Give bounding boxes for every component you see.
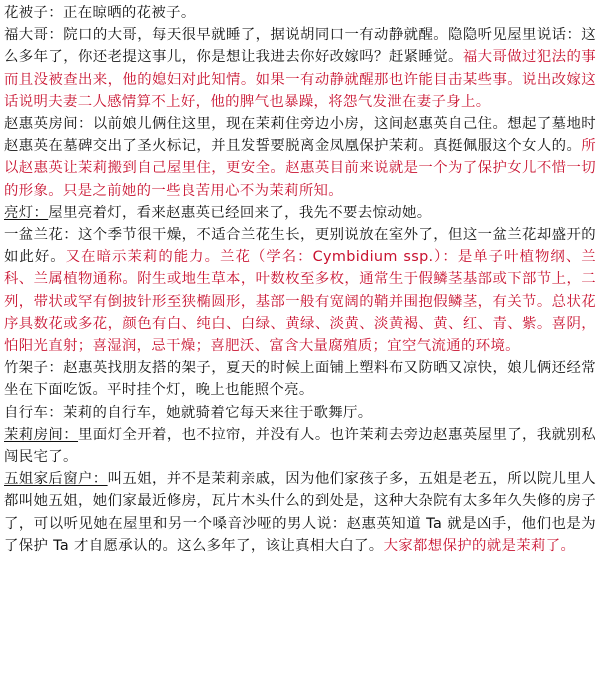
- paragraph-orchid: [4, 224, 596, 357]
- paragraph-moli-room: [4, 424, 596, 468]
- analysis-note: 大家都想保护的就是茉莉了。: [383, 537, 576, 554]
- item-heading: 福大哥：: [4, 27, 64, 44]
- item-text: 赵惠英找朋友搭的架子，夏天的时候上面铺上塑料布又防晒又凉快，娘儿俩还经常坐在下面吃饭。平时挂个灯，晚上也能照个亮。: [4, 360, 597, 399]
- paragraph-wujie-window: [4, 468, 596, 557]
- item-text: 院口的大哥，每天很早就睡了，据说胡同口一有动静就醒。隐隐听见屋里说话：这么多年了，你还老提这事儿，你是想让我进去你好改嫁吗？赶紧睡觉。: [4, 27, 597, 66]
- item-heading: 竹架子：: [4, 360, 64, 377]
- analysis-note: 福大哥做过犯法的事而且没被查出来，他的媳妇对此知情。如果一有动静就醒那也许能目击某些事。说出改嫁这话说明夫妻二人感情算不上好，他的脾气也暴躁，将怨气发泄在妻子身上。: [4, 49, 596, 110]
- item-text: 叫五姐，并不是茉莉亲戚，因为他们家孩子多，五姐是老五，所以院儿里人都叫她五姐，她们家最近修房，瓦片木头什么的到处是，这种大杂院有太多年久失修的房子了，可以听见她在屋里和另一个嗓音沙哑的男人说：赵惠英知道 Ta 就是凶手，他们也是为了保护 Ta 才自愿承认的。这么多年了，该让真相大白了。: [4, 471, 596, 554]
- paragraph-bicycle: [4, 402, 596, 424]
- item-text: 屋里亮着灯，看来赵惠英已经回来了，我先不要去惊动她。: [48, 204, 432, 221]
- paragraph-hua-beizi: [4, 2, 596, 24]
- item-heading: 花被子：: [4, 5, 63, 21]
- item-text: 里面灯全开着，也不拉帘，并没有人。也许茉莉去旁边赵惠英屋里了，我就别私闯民宅了。: [4, 426, 596, 466]
- item-text: 以前娘儿俩住这里，现在茉莉住旁边小房，这间赵惠英自己住。想起了墓地时赵惠英在墓碑交出了圣火标记，并且发誓要脱离金凤凰保护茉莉。真挺佩服这个女人的。: [4, 116, 596, 155]
- paragraph-light-on: [4, 202, 596, 224]
- item-text: 茉莉的自行车，她就骑着它每天来往于歌舞厅。: [62, 404, 373, 421]
- item-heading: 自行车：: [4, 404, 63, 421]
- paragraph-bamboo-rack: [4, 357, 596, 401]
- analysis-note: 所以赵惠英让茉莉搬到自己屋里住，更安全。赵惠英目前来说就是一个为了保护女儿不惜一切的形象。只是之前她的一些良苦用心不为茉莉所知。: [4, 138, 596, 199]
- item-heading: 赵惠英房间：: [4, 116, 93, 133]
- item-text: 正在晾晒的花被子。: [62, 5, 196, 21]
- item-heading: 茉莉房间：: [4, 426, 79, 443]
- paragraph-fu-dage: [4, 24, 596, 113]
- analysis-note: 又在暗示茉莉的能力。兰花（学名：Cymbidium ssp.）：是单子叶植物纲、兰科、兰属植物通称。附生或地生草本，叶数枚至多枚，通常生于假鳞茎基部或下部节上，二列，带状或罕有倒披针形至狭椭圆形，基部一般有宽阔的鞘并围抱假鳞茎，有关节。总状花序具数花或多花，颜色有白、纯白、白绿、黄绿、淡黄、淡黄褐、黄、红、青、紫。喜阴，怕阳光直射；喜湿润，忌干燥；喜肥沃、富含大量腐殖质；宜空气流通的环境。: [4, 249, 597, 355]
- paragraph-zhao-huiying-room: [4, 113, 596, 202]
- item-heading: 五姐家后窗户：: [4, 471, 108, 488]
- item-heading: 亮灯：: [4, 204, 49, 221]
- item-text: 一盆兰花：这个季节很干燥，不适合兰花生长，更别说放在室外了，但这一盆兰花却盛开的如此好。: [4, 227, 596, 266]
- document-body: [4, 2, 596, 557]
